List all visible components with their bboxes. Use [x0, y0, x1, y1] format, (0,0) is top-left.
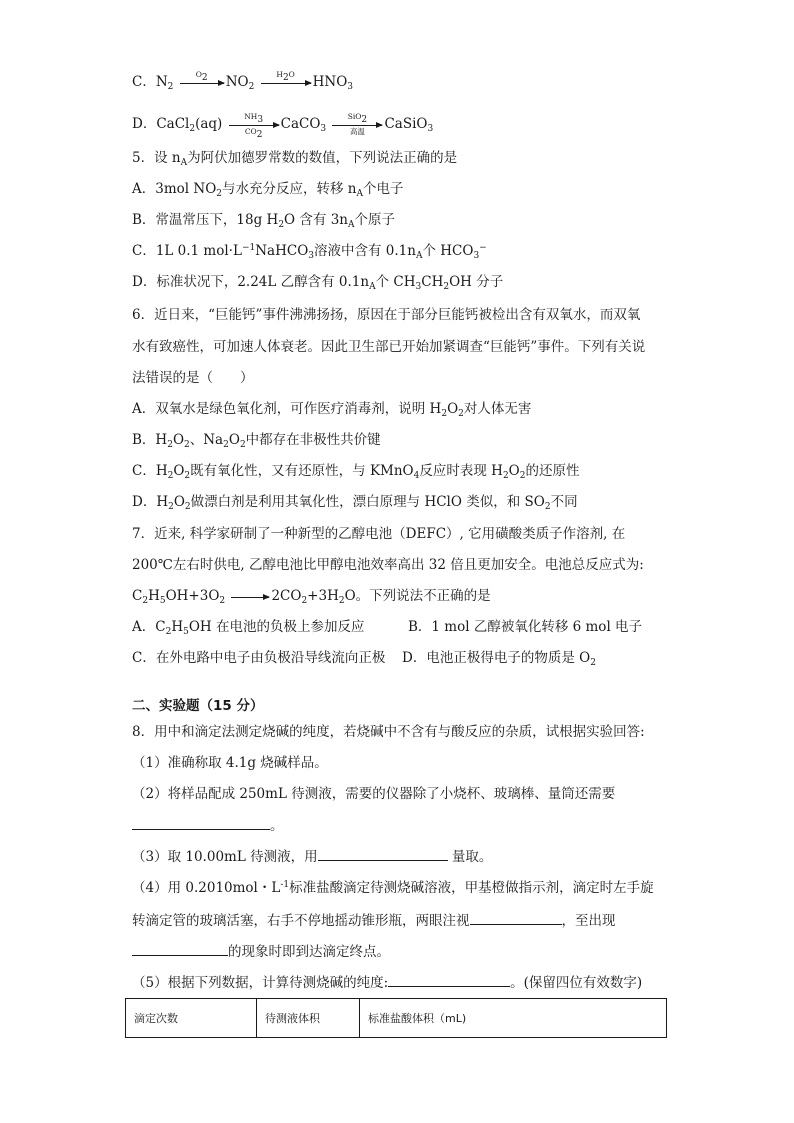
q5-option-c: C．1L 0.1 $mol\cdot L^{-1}NaHCO_3$溶液中含有 $0.1n_A$个 $HCO_3^-$: [132, 243, 487, 261]
q6-option-b: B．$H_2O_2$、$Na_2O_2$中都存在非极性共价键: [132, 432, 381, 450]
q6-option-a: A．双氧水是绿色氧化剂，可作医疗消毒剂，说明 $H_2O_2$对人体无害: [132, 401, 532, 419]
q5-option-d: D．标准状况下，2.24L 乙醇含有 $0.1n_A$个 $CH_3CH_2OH$ 分子: [132, 274, 504, 292]
q5-option-b: B．常温常压下，18g $H_2O$ 含有 $3n_A$个原子: [132, 212, 395, 230]
q5-stem: 5．设 $n_A$为阿伏加德罗常数的数值，下列说法正确的是: [132, 150, 458, 168]
q6-option-c: C．$H_2O_2$既有氧化性，又有还原性，与 KMnO$_4$反应时表现 $H_2O_2$的还原性: [132, 463, 580, 481]
answer-blank[interactable]: [132, 815, 270, 830]
answer-blank[interactable]: [318, 846, 448, 861]
q4-option-c: C．$N_2$ $O_2$ $NO_2$ $H_2O$ $HNO_3$: [132, 70, 353, 92]
q7-option-c: C．在外电路中电子由负极沿导线流向正极: [132, 650, 386, 666]
q8-part2-answer: 。: [132, 815, 284, 836]
reaction-arrow: $O_2$: [180, 81, 224, 84]
q6-option-d: D．$H_2O_2$做漂白剂是利用其氧化性，漂白原理与 HClO 类似，和 $SO_2$不同: [132, 494, 578, 512]
answer-blank[interactable]: [470, 910, 562, 925]
q8-part5: （5）根据下列数据，计算待测烧碱的纯度: 。(保留四位有效数字): [132, 972, 642, 993]
answer-blank[interactable]: [132, 941, 228, 956]
table-header-cell: 标准盐酸体积（mL): [360, 999, 667, 1038]
table-header-row: [126, 999, 667, 1038]
q8-stem: 8．用中和滴定法测定烧碱的纯度，若烧碱中不含有与酸反应的杂质，试根据实验回答:: [132, 724, 645, 740]
reaction-arrow: SiO$_2$ 高温: [332, 123, 382, 126]
q7-stem-line1: 7．近来, 科学家研制了一种新型的乙醇电池（DEFC）, 它用磺酸类质子作溶剂, 在: [132, 526, 626, 542]
q6-stem-line1: 6．近日来，“巨能钙”事件沸沸扬扬，原因在于部分巨能钙被检出含有双氧水，而双氧: [132, 307, 641, 323]
q6-stem-line2: 水有致癌性，可加速人体衰老。因此卫生部已开始加紧调查“巨能钙”事件。下列有关说: [132, 339, 646, 355]
q7-option-a: A．$C_2H_5OH$ 在电池的负极上参加反应: [132, 619, 365, 637]
titration-data-table: [125, 998, 667, 1038]
q7-stem-line2: 200℃左右时供电, 乙醇电池比甲醇电池效率高出 32 倍且更加安全。电池总反应式为:: [132, 557, 644, 573]
table-header-cell: 滴定次数: [126, 999, 257, 1038]
q7-equation: $C_2H_5OH+3O_2$ $2CO_2+3H_2O$。下列说法不正确的是: [132, 588, 491, 606]
table-header-cell: 待测液体积: [257, 999, 360, 1038]
reaction-arrow: [231, 595, 269, 598]
answer-blank[interactable]: [388, 972, 510, 987]
q8-part3: （3）取 10.00mL 待测液，用 量取。: [132, 846, 492, 867]
q8-part4-line3: 的现象时即到达滴定终点。: [132, 941, 390, 962]
reaction-arrow: $\frac{NH_3}{CO_2}$: [229, 123, 279, 126]
q7-option-b: B．1 mol 乙醇被氧化转移 6 mol 电子: [408, 619, 643, 635]
q8-part4-line1: （4）用 0.2010mol・$L^{-1}$标准盐酸滴定待测烧碱溶液，甲基橙做指示剂，滴定时左手旋: [132, 880, 654, 896]
q8-part4-line2: 转滴定管的玻璃活塞，右手不停地摇动锥形瓶，两眼注视 ，至出现: [132, 910, 616, 931]
q4-option-d: D．CaCl$_2$(aq) $\frac{NH_3}{CO_2}$ CaCO$_3$ SiO$_2$ 高温 CaSiO$_3$: [132, 112, 434, 140]
reaction-arrow: $H_2O$: [261, 81, 311, 84]
q7-option-d: D．电池正极得电子的物质是 $O_2$: [402, 650, 596, 668]
q6-stem-line3: 法错误的是（ ）: [132, 370, 254, 386]
q8-part2: （2）将样品配成 250mL 待测液，需要的仪器除了小烧杯、玻璃棒、量筒还需要: [132, 786, 616, 802]
section-title: 二、实验题（15 分）: [132, 698, 264, 714]
q5-option-a: A．3mol $NO_2$与水充分反应，转移 $n_A$个电子: [132, 181, 404, 199]
q8-part1: （1）准确称取 4.1g 烧碱样品。: [132, 755, 328, 771]
